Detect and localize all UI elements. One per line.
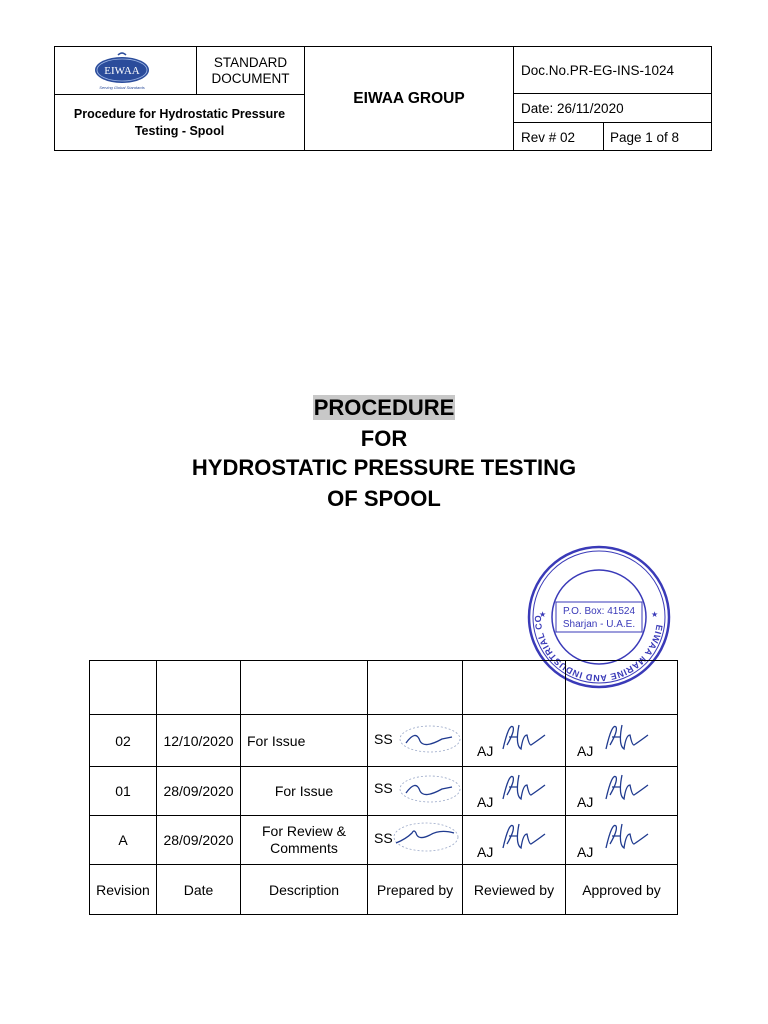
table-cell	[566, 661, 678, 715]
page-number: Page 1 of 8	[610, 129, 680, 145]
title-line-3	[0, 453, 768, 483]
date-cell	[521, 94, 711, 122]
table-row-blank	[90, 661, 678, 715]
company-cell	[305, 47, 513, 151]
reviewed-initials: AJ	[477, 794, 494, 810]
prepared-cell	[368, 816, 463, 865]
prepared-initials: SS	[374, 780, 393, 796]
procedure-title: Procedure for Hydrostatic Pressure Testing - Spool	[73, 106, 286, 138]
signature-ss	[390, 819, 460, 855]
prepared-cell	[368, 715, 463, 767]
signature-aj	[499, 721, 555, 755]
doc-type	[197, 47, 304, 94]
signature-aj	[499, 820, 555, 854]
title-object: OF SPOOL	[327, 486, 441, 511]
title-procedure: PROCEDURE	[313, 395, 455, 420]
signature-aj	[602, 820, 658, 854]
title-subject: HYDROSTATIC PRESSURE TESTING	[191, 455, 577, 480]
approved-initials: AJ	[577, 844, 594, 860]
company-logo	[88, 50, 162, 92]
approved-cell	[566, 715, 678, 767]
revision-table	[89, 660, 678, 915]
column-header-date: Date	[157, 865, 241, 915]
column-header-reviewed: Reviewed by	[463, 865, 566, 915]
description-text: For Issue	[247, 732, 306, 749]
date-cell: 28/09/2020	[157, 816, 241, 865]
date-cell: 12/10/2020	[157, 715, 241, 767]
logo-text: EIWAA	[104, 65, 140, 77]
reviewed-initials: AJ	[477, 844, 494, 860]
approved-initials: AJ	[577, 743, 594, 759]
table-cell	[463, 661, 566, 715]
revision-cell: A	[90, 816, 157, 865]
reviewed-cell	[463, 715, 566, 767]
description-cell: For Issue	[241, 767, 368, 816]
revision-cell: 02	[90, 715, 157, 767]
doc-type-label: STANDARD DOCUMENT	[211, 54, 290, 86]
approved-cell	[566, 767, 678, 816]
table-cell	[157, 661, 241, 715]
table-cell	[241, 661, 368, 715]
table-row	[90, 715, 678, 767]
procedure-title-cell	[55, 95, 304, 150]
prepared-initials: SS	[374, 830, 393, 846]
prepared-cell	[368, 767, 463, 816]
stamp-line-2: Sharjan - U.A.E.	[562, 619, 636, 630]
prepared-initials: SS	[374, 731, 393, 747]
approved-cell	[566, 816, 678, 865]
header-divider	[603, 122, 604, 151]
description-cell	[241, 715, 368, 767]
signature-ss	[398, 773, 462, 805]
svg-text:★: ★	[651, 610, 659, 619]
doc-number: Doc.No.PR-EG-INS-1024	[521, 62, 675, 78]
doc-revision: Rev # 02	[521, 129, 576, 145]
table-row	[90, 767, 678, 816]
column-header-revision: Revision	[90, 865, 157, 915]
signature-ss	[398, 723, 462, 755]
reviewed-cell	[463, 816, 566, 865]
company-name: EIWAA GROUP	[353, 90, 465, 107]
header-divider	[513, 46, 514, 151]
table-header-row	[90, 865, 678, 915]
approved-initials: AJ	[577, 794, 594, 810]
reviewed-initials: AJ	[477, 743, 494, 759]
stamp-ring-text: EIWAA MARINE AND INDUSTRIAL CO	[532, 614, 665, 684]
doc-number-cell	[521, 47, 711, 93]
column-header-approved: Approved by	[566, 865, 678, 915]
title-line-2	[0, 424, 768, 454]
revision-cell: 01	[90, 767, 157, 816]
date-cell: 28/09/2020	[157, 767, 241, 816]
logo-graphic	[88, 50, 162, 92]
logo-tagline: Serving Global Standards	[99, 85, 145, 90]
signature-aj	[499, 771, 555, 805]
title-for: FOR	[360, 426, 408, 451]
signature-aj	[602, 721, 658, 755]
stamp-line-1: P.O. Box: 41524	[562, 606, 636, 617]
description-cell	[241, 816, 368, 865]
column-header-description: Description	[241, 865, 368, 915]
revision-cell	[521, 123, 603, 151]
table-cell	[368, 661, 463, 715]
doc-date: Date: 26/11/2020	[521, 100, 624, 116]
table-cell	[90, 661, 157, 715]
description-text: For Review & Comments	[261, 823, 347, 856]
svg-text:★: ★	[539, 610, 547, 619]
page-cell	[610, 123, 710, 151]
table-row	[90, 816, 678, 865]
reviewed-cell	[463, 767, 566, 816]
title-line-1	[0, 393, 768, 423]
column-header-prepared: Prepared by	[368, 865, 463, 915]
title-line-4	[0, 484, 768, 514]
signature-aj	[602, 771, 658, 805]
